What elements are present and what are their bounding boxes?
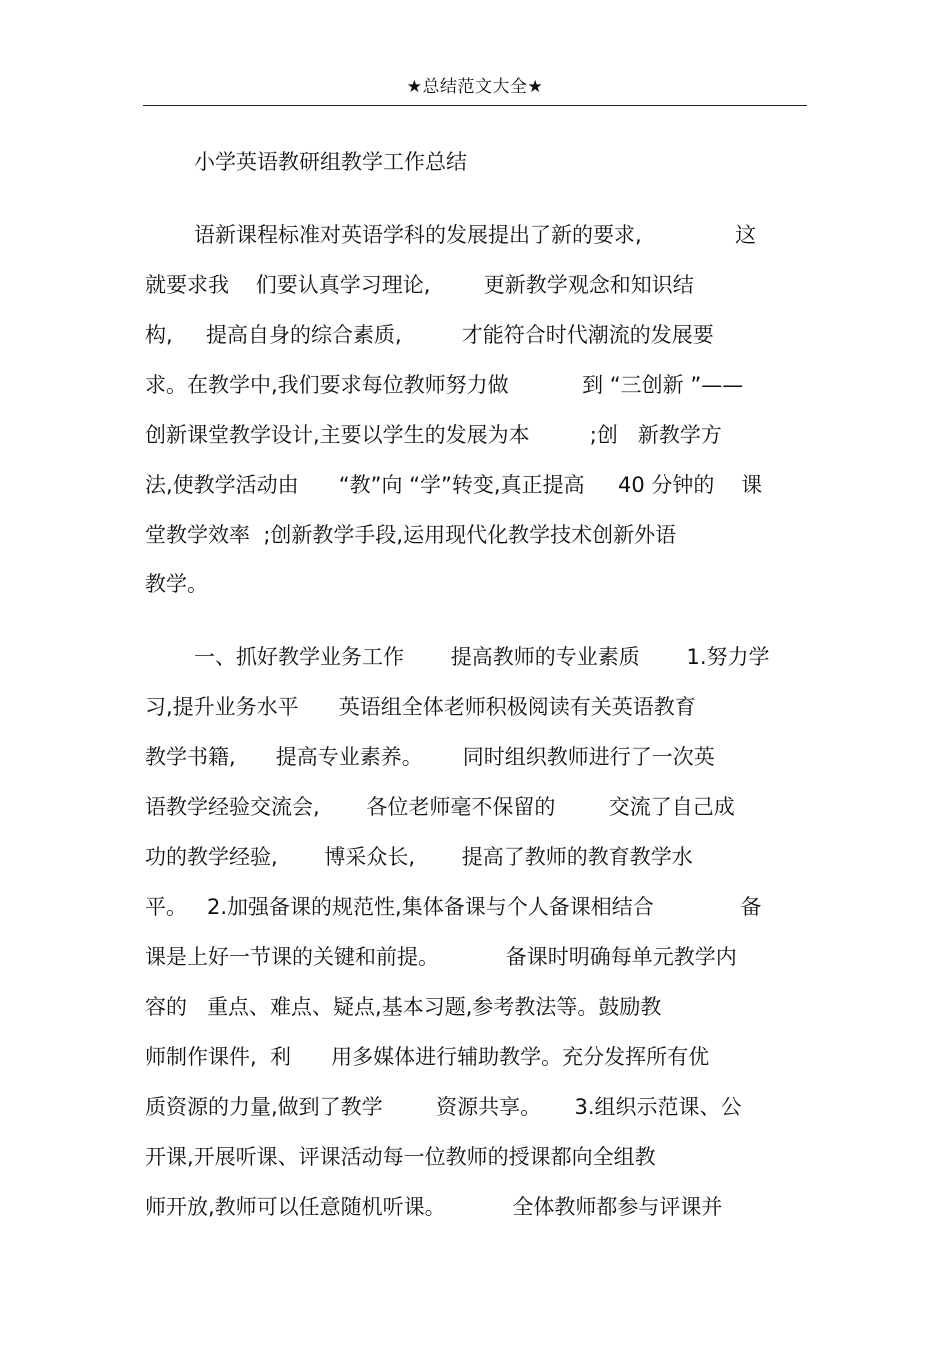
body-line: 质资源的力量,做到了教学 资源共享。 3.组织示范课、公 <box>145 1095 742 1119</box>
body-line: 语教学经验交流会, 各位老师毫不保留的 交流了自己成 <box>145 795 735 819</box>
running-header: ★总结范文大全★ <box>406 77 544 97</box>
body-line: 法,使教学活动由 “教”向 “学”转变,真正提高 40 分钟的 课 <box>145 473 763 497</box>
header-divider <box>143 105 807 106</box>
body-line: 一、抓好教学业务工作 提高教师的专业素质 1.努力学 <box>194 645 770 669</box>
body-line: 开课,开展听课、评课活动每一位教师的授课都向全组教 <box>145 1145 656 1169</box>
body-line: 语新课程标准对英语学科的发展提出了新的要求, 这 <box>194 223 757 247</box>
body-line: 习,提升业务水平 英语组全体老师积极阅读有关英语教育 <box>145 695 696 719</box>
body-line: 平。 2.加强备课的规范性,集体备课与个人备课相结合 备 <box>145 895 762 919</box>
body-line: 教学。 <box>145 572 208 596</box>
body-line: 课是上好一节课的关键和前提。 备课时明确每单元教学内 <box>145 945 737 969</box>
body-line: 构, 提高自身的综合素质, 才能符合时代潮流的发展要 <box>145 323 714 347</box>
body-line: 求。在教学中,我们要求每位教师努力做 到 “三创新 ”—— <box>145 373 744 397</box>
body-line: 容的 重点、难点、疑点,基本习题,参考教法等。鼓励教 <box>145 995 662 1019</box>
body-line: 教学书籍, 提高专业素养。 同时组织教师进行了一次英 <box>145 745 715 769</box>
body-line: 师开放,教师可以任意随机听课。 全体教师都参与评课并 <box>145 1195 723 1219</box>
body-line: 功的教学经验, 博采众长, 提高了教师的教育教学水 <box>145 845 693 869</box>
document-title: 小学英语教研组教学工作总结 <box>194 150 467 174</box>
body-line: 堂教学效率 ;创新教学手段,运用现代化教学技术创新外语 <box>145 523 677 547</box>
body-line: 就要求我 们要认真学习理论, 更新教学观念和知识结 <box>145 273 694 297</box>
body-line: 师制作课件, 利 用多媒体进行辅助教学。充分发挥所有优 <box>145 1045 710 1069</box>
body-line: 创新课堂教学设计,主要以学生的发展为本 ;创 新教学方 <box>145 423 722 447</box>
